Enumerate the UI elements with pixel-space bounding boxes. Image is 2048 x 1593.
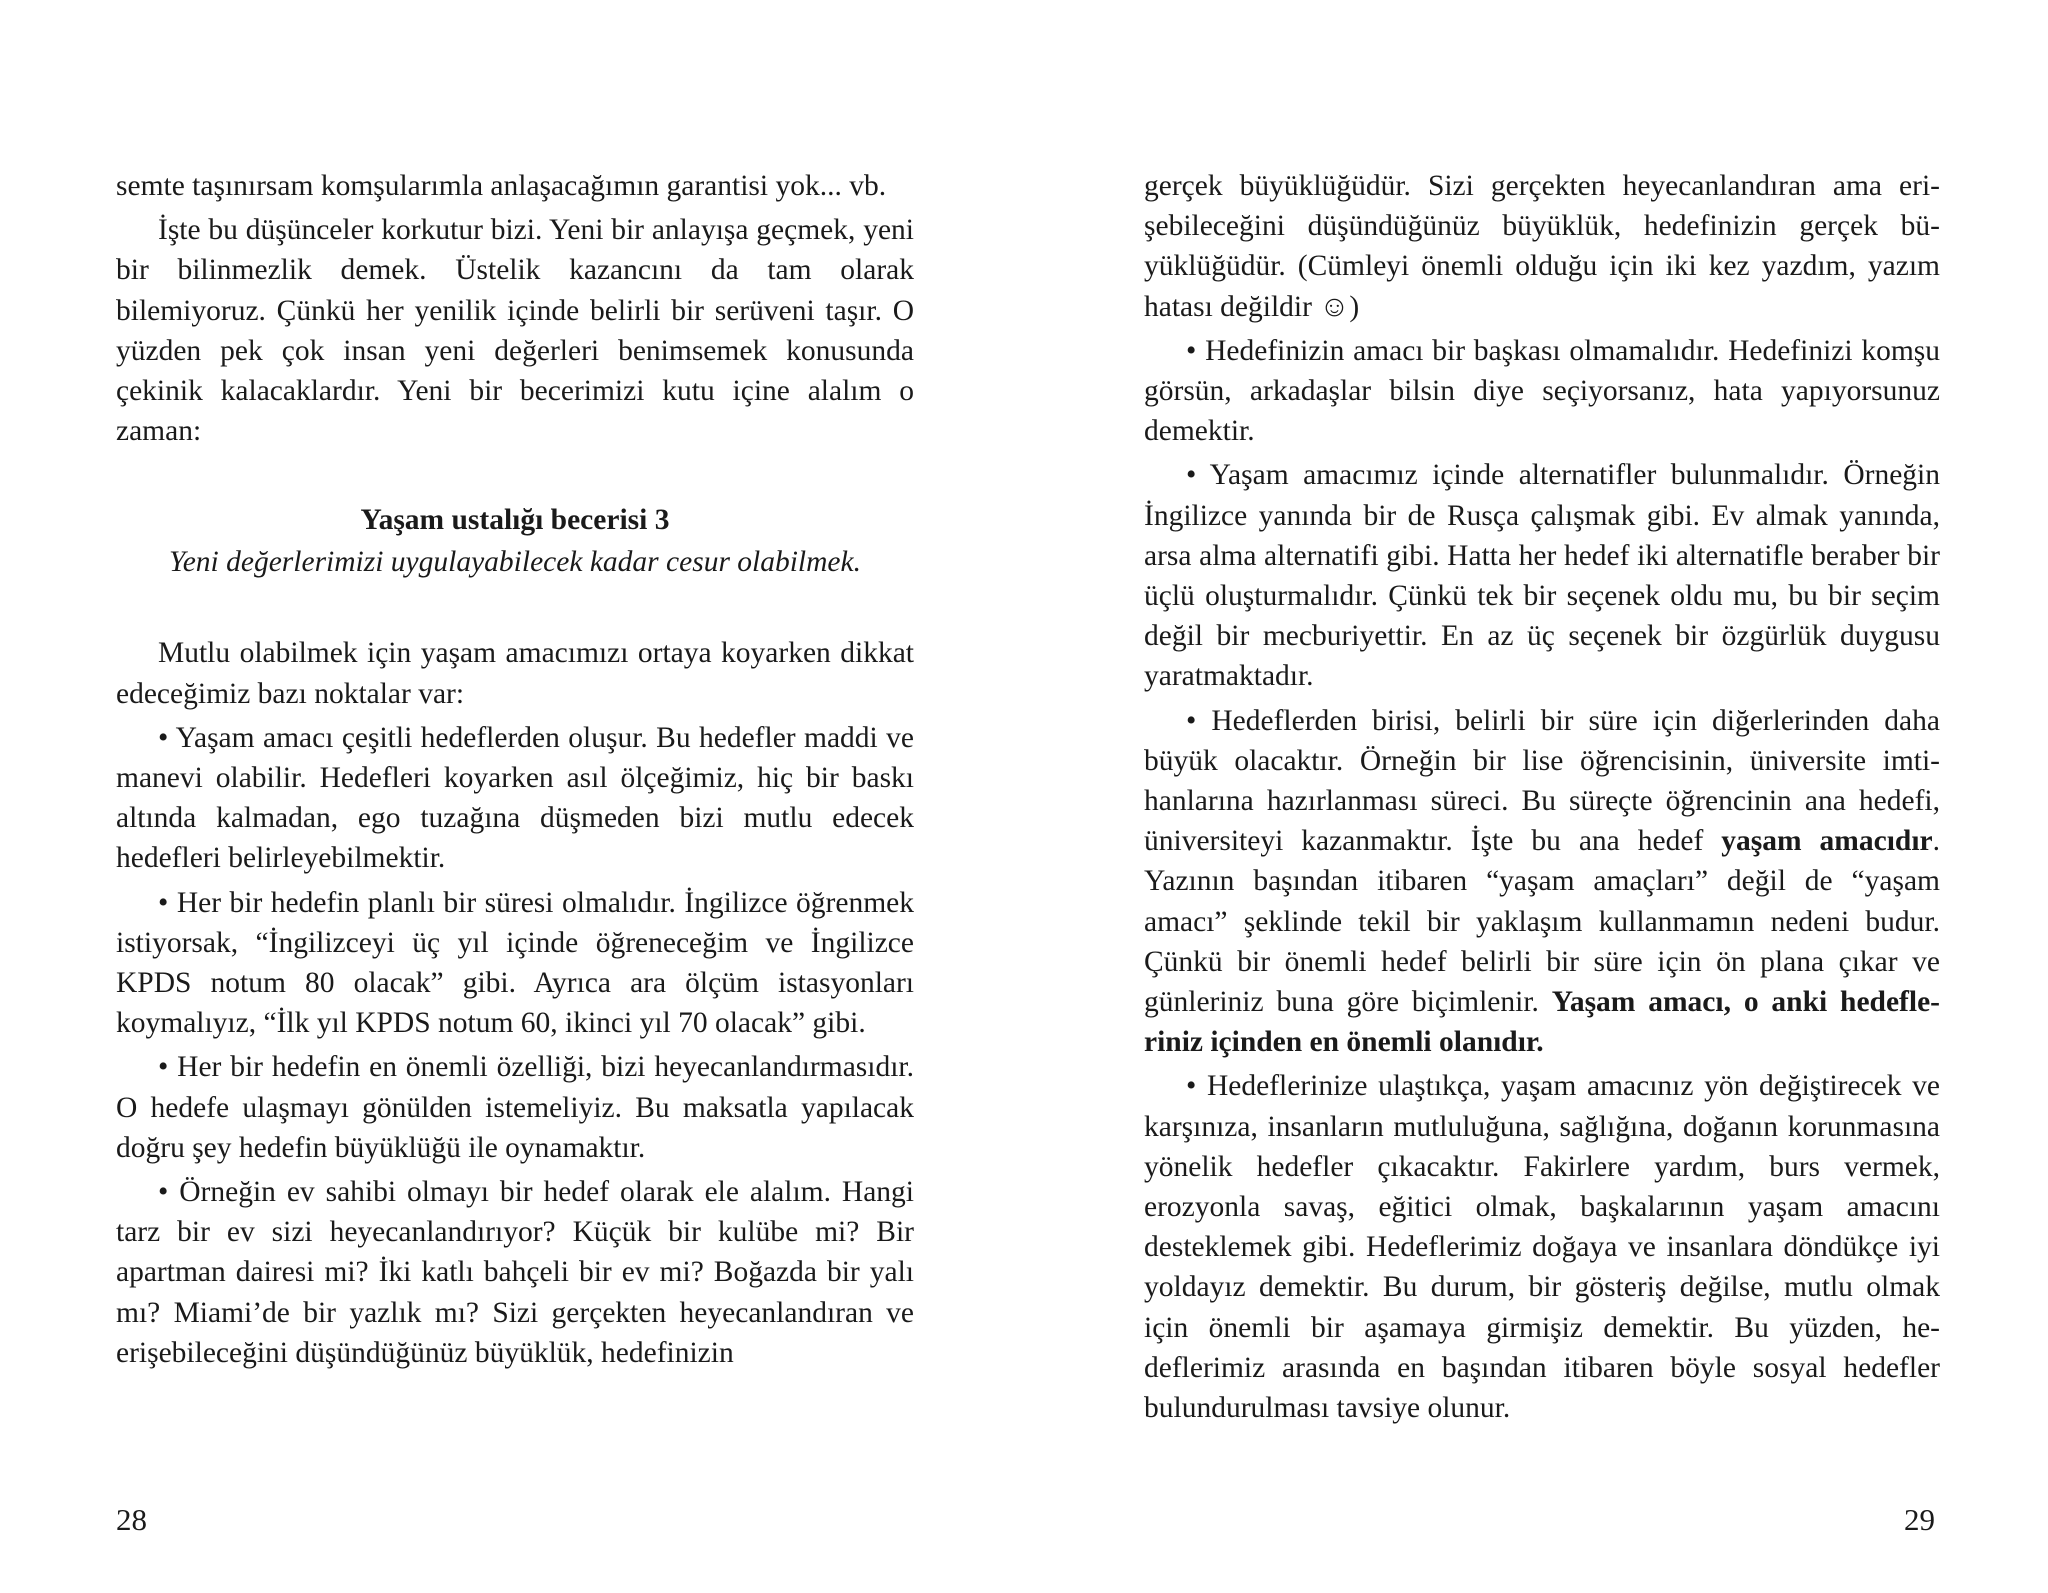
right-page [1144, 166, 1940, 1432]
left-bullet-2: • Her bir hedefin planlı bir süresi olmalıdır. İngilizce öğrenmek istiyorsak, “İngilizceyi üç yıl içinde öğreneceğim ve İngilizce KPDS notum 80 olacak” gibi. Ayrıca ara ölçüm istasyonları koymalıyız, “İlk yıl KPDS notum 60, ikinci yıl 70 olacak” gibi. [116, 886, 914, 1040]
left-paragraph-2: İşte bu düşünceler korkutur bizi. Yeni bir anlayışa geçmek, yeni bir bilinmezlik demek. Üstelik kazancını da tam olarak bilemiyoruz. Çünkü her yenilik içinde belirli bir serüveni taşır. O yüzden pek çok insan yeni değerleri benimsemek konusunda çekinik kalacaklardır. Yeni bir becerimizi kutu içine alalım o zaman: [116, 214, 914, 448]
skill-box-title: Yaşam ustalığı becerisi 3 [360, 504, 670, 537]
page-number-left: 28 [116, 1502, 147, 1537]
right-bullet-1: • Hedefinizin amacı bir başkası olmamalıdır. Hedefinizi komşu görsün, arkadaşlar bilsin diye seçiyorsanız, hata yapıyorsunuz demektir. [1144, 334, 1940, 448]
skill-box [116, 499, 914, 583]
skill-box-subtitle: Yeni değerlerimizi uygulayabilecek kadar cesur olabilmek. [169, 546, 861, 579]
right-bullet-3-text-b: . Yazının başından itibaren “yaşam amaçları” değil de “yaşam amacı” şeklinde tekil bir yaklaşım kullanmamın nedeni budur. Çünkü bir önemli hedef belirli bir süre için ön plana çıkar ve günleriniz buna göre biçimlenir. [1144, 825, 1940, 1019]
right-paragraph-1: gerçek büyüklüğüdür. Sizi gerçekten heyecanlandıran ama erişebileceğini düşündüğünüz büyüklük, hedefinizin gerçek büyüklüğüdür. (Cümleyi önemli olduğu için iki kez yazdım, yazım hatası değildir ☺) [1144, 170, 1940, 323]
right-bullet-3-bold-a: yaşam amacıdır [1721, 825, 1933, 858]
left-paragraph-1: semte taşınırsam komşularımla anlaşacağımın garantisi yok... vb. [116, 170, 887, 202]
left-bullet-4: • Örneğin ev sahibi olmayı bir hedef olarak ele alalım. Hangi tarz bir ev sizi heyecanlandırıyor? Küçük bir kulübe mi? Bir apartman dairesi mi? İki katlı bahçeli bir ev mi? Boğazda bir yalı mı? Miami’de bir yazlık mı? Sizi gerçekten heyecanlandıran ve erişebileceğini düşündüğünüz büyüklük, hedefinizin [116, 1176, 914, 1369]
right-bullet-4: • Hedeflerinize ulaştıkça, yaşam amacınız yön değiştirecek ve karşınıza, insanların mutluluğuna, sağlığına, doğanın korunmasına yönelik hedefler çıkacaktır. Fakirlere yardım, burs vermek, erozyonla savaş, eğitici olmak, başkalarının yaşam amacını desteklemek gibi. Hedeflerimiz doğaya ve insanlara döndükçe iyi yoldayız demektir. Bu durum, bir gösteriş değilse, mutlu olmak için önemli bir aşamaya girmişiz demektir. Bu yüzden, hedeflerimiz arasında en başından itibaren böyle sosyal hedefler bulundurulması tavsiye olunur. [1144, 1070, 1940, 1425]
left-page [116, 166, 914, 1377]
page-number-right: 29 [1904, 1502, 1935, 1537]
right-bullet-3-text-a: • Hedeflerden birisi, belirli bir süre için diğerlerinden daha büyük olacaktır. Örneğin bir lise öğrencisinin, üniversite imtihanlarına hazırlanması süreci. Bu süreçte öğrencinin ana hedefi, üniversiteyi kazanmaktır. İşte bu ana hedef [1144, 704, 1940, 858]
right-bullet-3 [1144, 701, 1940, 1063]
left-bullet-1: • Yaşam amacı çeşitli hedeflerden oluşur. Bu hedefler maddi ve manevi olabilir. Hedefleri koyarken asıl ölçeğimiz, hiç bir baskı altında kalmadan, ego tuzağına düşmeden bizi mutlu edecek hedefleri belirleyebilmektir. [116, 721, 914, 875]
left-paragraph-3: Mutlu olabilmek için yaşam amacımızı ortaya koyarken dikkat edeceğimiz bazı noktalar var: [116, 637, 914, 710]
right-bullet-2: • Yaşam amacımız içinde alternatifler bulunmalıdır. Örneğin İngilizce yanında bir de Rusça çalışmak gibi. Ev almak yanında, arsa alma alternatifi gibi. Hatta her hedef iki alternatifle beraber bir üçlü oluşturmalıdır. Çünkü tek bir seçenek oldu mu, bu bir seçim değil bir mecburiyettir. En az üç seçenek bir özgürlük duygusu yaratmaktadır. [1144, 459, 1940, 693]
left-bullet-3: • Her bir hedefin en önemli özelliği, bizi heyecanlandırmasıdır. O hedefe ulaşmayı gönülden istemeliyiz. Bu maksatla yapılacak doğru şey hedefin büyüklüğü ile oynamaktır. [116, 1051, 914, 1164]
right-bullet-3-bold-b: Yaşam amacı, o anki hedefleriniz içinden en önemli olanıdır. [1144, 986, 1940, 1059]
